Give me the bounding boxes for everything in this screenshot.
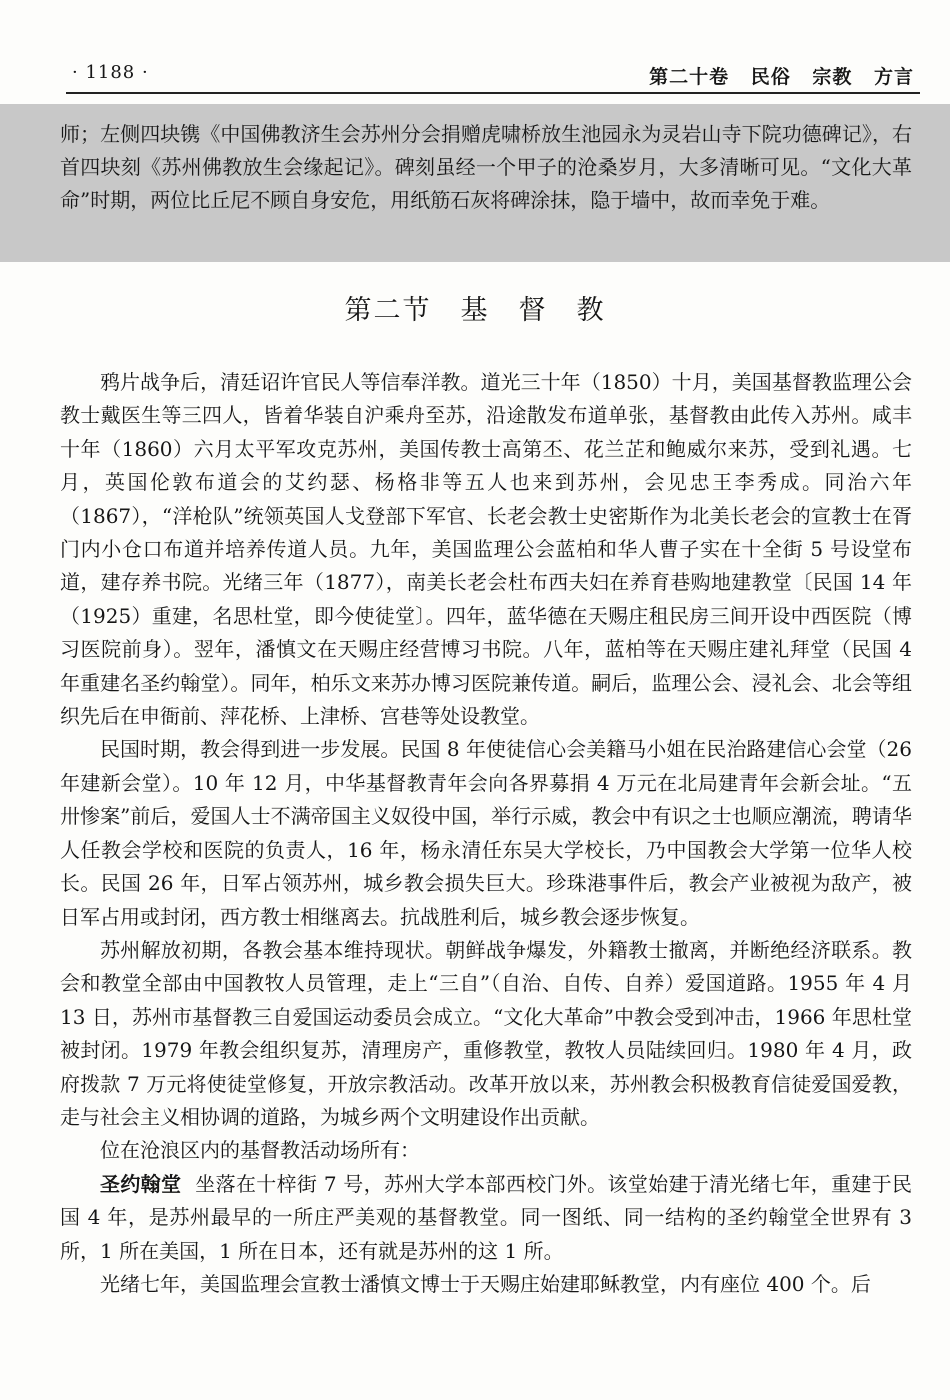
entry-paragraph — [60, 1168, 912, 1268]
paragraph: 位在沧浪区内的基督教活动场所有： — [100, 1138, 420, 1163]
page-header — [0, 0, 950, 100]
body-text — [60, 366, 912, 1301]
paragraph: 民国时期，教会得到进一步发展。民国 8 年使徒信心会美籍马小姐在民治路建信心会堂（26 年建新会堂）。10 年 12 月，中华基督教青年会向各界募捐 4 万元在北局建青年会新会址。“五卅惨案”前后，爱国人士不满帝国主义奴役中国，举行示威，教会中有识之士也顺应潮流，聘请华人任教会学校和医院的负责人，16 年，杨永清任东吴大学校长，乃中国教会大学第一位华人校长。民国 26 年，日军占领苏州，城乡教会损失巨大。珍珠港事件后，教会产业被视为敌产，被日军占用或封闭，西方教士相继离去。抗战胜利后，城乡教会逐步恢复。 — [60, 737, 912, 929]
paragraph: 鸦片战争后，清廷诏许官民人等信奉洋教。道光三十年（1850）十月，美国基督教监理公会教士戴医生等三四人，皆着华装自沪乘舟至苏，沿途散发布道单张，基督教由此传入苏州。咸丰十年（1860）六月太平军攻克苏州，美国传教士高第丕、花兰芷和鲍威尔来苏，受到礼遇。七月，英国伦敦布道会的艾约瑟、杨格非等五人也来到苏州，会见忠王李秀成。同治六年（1867），“洋枪队”统领英国人戈登部下军官、长老会教士史密斯作为北美长老会的宣教士在胥门内小仓口布道并培养传道人员。九年，美国监理公会蓝柏和华人曹子实在十全街 5 号设堂布道，建存养书院。光绪三年（1877），南美长老会杜布西夫妇在养育巷购地建教堂〔民国 14 年（1925）重建，名思杜堂，即今使徒堂〕。四年，蓝华德在天赐庄租民房三间开设中西医院（博习医院前身）。翌年，潘慎文在天赐庄经营博习书院。八年，蓝柏等在天赐庄建礼拜堂（民国 4 年重建名圣约翰堂）。同年，柏乐文来苏办博习医院兼传道。嗣后，监理公会、浸礼会、北会等组织先后在申衙前、萍花桥、上津桥、宫巷等处设教堂。 — [60, 370, 912, 729]
highlighted-paragraph: 师；左侧四块镌《中国佛教济生会苏州分会捐赠虎啸桥放生池园永为灵岩山寺下院功德碑记》，右首四块刻《苏州佛教放生会缘起记》。碑刻虽经一个甲子的沧桑岁月，大多清晰可见。“文化大革命”时期，两位比丘尼不顾自身安危，用纸筋石灰将碑涂抹，隐于墙中，故而幸免于难。 — [60, 122, 912, 212]
topic-folk: 民俗 — [750, 66, 791, 88]
topic-religion: 宗教 — [812, 66, 853, 88]
section-title: 第二节 基 督 教 — [344, 295, 606, 326]
header-rule — [66, 92, 920, 94]
page-number: · 1188 · — [72, 62, 149, 83]
highlighted-passage — [0, 104, 950, 262]
paragraph: 苏州解放初期，各教会基本维持现状。朝鲜战争爆发，外籍教士撤离，并断绝经济联系。教会和教堂全部由中国教牧人员管理，走上“三自”（自治、自传、自养）爱国道路。1955 年 4 月 13 日，苏州市基督教三自爱国运动委员会成立。“文化大革命”中教会受到冲击，1966 年思杜堂被封闭。1979 年教会组织复苏，清理房产，重修教堂，教牧人员陆续回归。1980 年 4 月，政府拨款 7 万元将使徒堂修复，开放宗教活动。改革开放以来，苏州教会积极教育信徒爱国爱教，走与社会主义相协调的道路，为城乡两个文明建设作出贡献。 — [60, 937, 912, 1129]
entry-text: 坐落在十梓街 7 号，苏州大学本部西校门外。该堂始建于清光绪七年，重建于民国 4 年，是苏州最早的一所庄严美观的基督教堂。同一图纸、同一结构的圣约翰堂全世界有 3 所，1 所在美国，1 所在日本，还有就是苏州的这 1 所。 — [60, 1171, 912, 1263]
volume-label: 第二十卷 — [649, 66, 730, 88]
paragraph: 光绪七年，美国监理会宣教士潘慎文博士于天赐庄始建耶稣教堂，内有座位 400 个。后 — [100, 1271, 871, 1296]
entry-term: 圣约翰堂 — [100, 1171, 182, 1196]
topic-dialect: 方言 — [873, 66, 914, 88]
running-title — [635, 62, 914, 89]
